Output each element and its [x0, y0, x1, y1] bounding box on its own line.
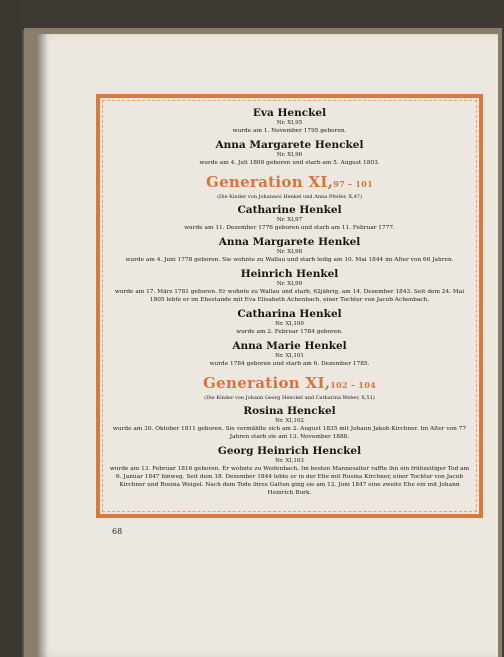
- entry-anna-margarete-henkel: [104, 236, 475, 264]
- generation-title: Generation XI,: [203, 374, 331, 392]
- person-name: Anna Margarete Henckel: [215, 139, 364, 151]
- person-text: wurde am 1. November 1795 geboren.: [232, 128, 347, 134]
- entry-rosina-henckel: [104, 405, 475, 441]
- person-name: Catharine Henkel: [237, 204, 342, 216]
- person-ref: Nr. XI,98: [276, 249, 303, 255]
- scan-background-left: [0, 0, 22, 657]
- person-text: wurde am 11. Dezember 1776 geboren und starb am 11. Februar 1777.: [184, 225, 395, 231]
- generation-title: Generation XI,: [205, 173, 334, 191]
- person-ref: Nr. XI,103: [275, 458, 304, 464]
- scan-background-top: [0, 0, 504, 30]
- entry-anna-marie-henkel: [104, 340, 475, 368]
- spine-shadow: [36, 34, 48, 657]
- person-text: wurde am 30. Oktober 1811 geboren. Sie vermählte sich am 2. August 1835 mit Johann Jakob Kirchner. Im Alter von 77 Jahren starb sie am 13. November 1888.: [112, 426, 467, 440]
- person-ref: Nr. XI,96: [276, 152, 303, 158]
- generation-parents: (Die Kinder von Johannes Henkel und Anna Pfeifer, X,47): [217, 194, 362, 200]
- generation-range: 102 – 104: [330, 380, 376, 390]
- person-ref: Nr. XI,97: [276, 217, 303, 223]
- person-name: Anna Margarete Henkel: [218, 236, 361, 248]
- entry-heinrich-henkel: [104, 268, 475, 304]
- generation-parents: (Die Kinder von Johann Georg Henckel und Catharina Weber, X,51): [204, 395, 375, 401]
- generation-range: 97 – 101: [333, 179, 374, 189]
- person-text: wurde am 2. Februar 1784 geboren.: [236, 329, 343, 335]
- person-ref: Nr. XI,102: [275, 418, 304, 424]
- person-text: wurde am 13. Februar 1816 geboren. Er wohnte zu Weifenbach. Im besten Mannesalter raffte ihn ein frühzeitiger Tod am 6. Januar 1847 hinweg. Seit dem 18. Dezember 1844 lebte er in der Ehe mit Rosina Kirchner, einer Tochter von Jacob Kirchner und Rosina Weigel. Nach dem Tode ihres Gatten ging sie am 12. Juni 1847 eine zweite Ehe ein mit Johann Heinrich Burk.: [109, 466, 470, 496]
- person-name: Heinrich Henkel: [240, 268, 339, 280]
- entry-anna-margarete-henckel: [104, 139, 475, 167]
- person-ref: Nr. XI,100: [275, 321, 304, 327]
- page-number: 68: [112, 527, 123, 536]
- person-text: wurde am 4. Juni 1778 geboren. Sie wohnte zu Wallau und starb ledig am 10. Mai 1844 im Alter von 66 Jahren.: [125, 257, 454, 263]
- person-text: wurde 1784 geboren und starb am 6. Dezember 1785.: [209, 361, 370, 367]
- person-ref: Nr. XI,95: [276, 120, 303, 126]
- person-text: wurde am 17. März 1781 geboren. Er wohnte zu Wallau und starb, 62jährig, am 14. Dezember 1843. Seit dem 24. Mai 1805 lebte er im Ehestande mit Eva Elisabeth Achenbach, einer Tochter von Jacob Achenbach.: [114, 289, 465, 303]
- person-name: Anna Marie Henkel: [232, 340, 347, 352]
- person-name: Rosina Henckel: [243, 405, 336, 417]
- person-name: Catharina Henkel: [237, 308, 342, 320]
- person-ref: Nr. XI,101: [275, 353, 304, 359]
- generation-heading-1: [104, 173, 475, 193]
- entry-catharina-henkel: [104, 308, 475, 336]
- person-name: Eva Henckel: [252, 107, 327, 119]
- person-name: Georg Heinrich Henckel: [217, 445, 362, 457]
- person-ref: Nr. XI,99: [276, 281, 303, 287]
- genealogy-content: [104, 107, 475, 512]
- person-text: wurde am 4. Juli 1800 geboren und starb am 5. August 1803.: [199, 160, 380, 166]
- entry-catharine-henkel: [104, 204, 475, 232]
- entry-eva-henckel: [104, 107, 475, 135]
- entry-georg-heinrich-henckel: [104, 445, 475, 497]
- generation-heading-2: [104, 374, 475, 394]
